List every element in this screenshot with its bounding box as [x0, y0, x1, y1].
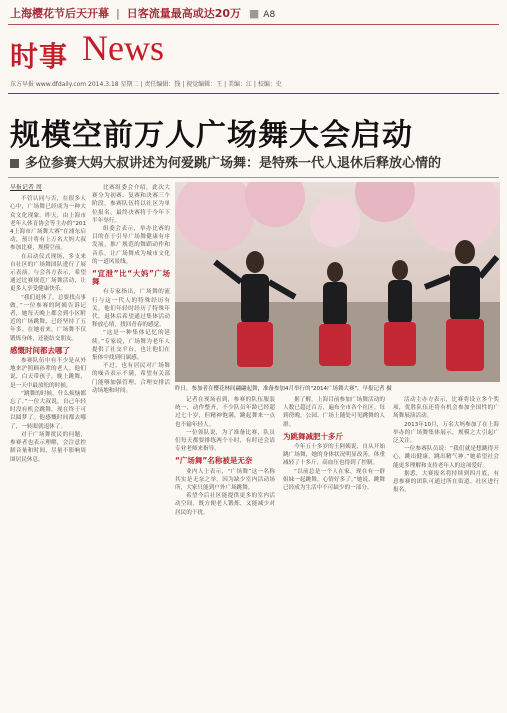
page-code: A8 — [263, 10, 276, 20]
section-subhead: “广场舞”名称被是无奈 — [175, 456, 253, 466]
article-paragraph: 对于广场舞扰民的问题，参赛者也表示理解，会注意控制音量和时间，尽量不影响周围居民休息。 — [10, 431, 86, 463]
top-ribbon — [0, 0, 507, 26]
article-paragraph: 希望今后社区能提供更多的室内活动空间，既方便老人锻炼，又能减少对居民的干扰。 — [175, 493, 275, 516]
top-ribbon-headline: 上海樱花节后天开幕 — [10, 7, 109, 20]
dancers-photo — [175, 182, 500, 382]
article-column-3 — [175, 396, 275, 704]
article-paragraph: 有专家指出，广场舞的流行与这一代人的特殊经历有关。他们年轻时经历了特殊年代，退休后希望通过集体活动释放心情，找回青春的感觉。 — [92, 289, 170, 329]
article-column-4 — [283, 396, 385, 704]
article-paragraph: 比赛组委会介绍，此次大赛分为初赛、复赛和决赛三个阶段，参赛队伍将以社区为单位报名，最终决赛将于今年下半年举行。 — [92, 185, 170, 224]
article-paragraph: “这是一种集体记忆的延续。”专家说，广场舞为老年人提供了社交平台，也让他们在集体中找到归属感。 — [92, 330, 170, 362]
byline: 早报记者 周 — [10, 184, 42, 191]
article-paragraph: 不管认同与否，在很多人心中，广场舞已经成为一种大众文化现象。昨天，由上海市老年人体育协会等主办的“2014上海市广场舞大赛”在浦东启动，预计将有上万名大妈大叔参加比赛，规模空前。 — [10, 196, 86, 252]
masthead-en: News — [82, 28, 164, 68]
subheadline — [10, 152, 505, 171]
article-paragraph: 据了解，上海目前参加广场舞活动的人数已超过百万，遍布全市各个社区。每到傍晚，公园、广场上随处可见跳舞的人群。 — [283, 397, 385, 428]
article-paragraph: 在启动仪式现场，多支来自社区的广场舞团队进行了展示表演。与会各方表示，希望通过比赛规范广场舞活动，让更多人享受健康快乐。 — [10, 253, 86, 293]
article-paragraph: “以前总是一个人在家，现在有一群姐妹一起跳舞，心情好多了。”她说，跳舞已经成为生活中不可缺少的一部分。 — [283, 468, 385, 492]
article-paragraph: 不过，也有居民对广场舞的噪音表示不满，希望有关部门能够加强管理，合理安排活动场地和时间。 — [92, 363, 170, 394]
photo-image — [175, 182, 500, 382]
photo-caption: 昨日，参加者在樱花林间翩翩起舞，准备参加4月举行的"2014广场舞大赛"。早报记者 摄 — [175, 386, 392, 392]
section-subhead: 感慨时间都去哪了 — [10, 345, 70, 355]
article-paragraph: “我们退休了，总要找点事做。”一位参赛的阿姨告诉记者，她每天晚上都会到小区附近的广场跳舞，已经坚持了五年多。在她看来，广场舞不仅锻炼身体，还能结交朋友。 — [10, 294, 86, 342]
article-paragraph: 据悉，大赛报名将持续到四月底，有意参赛的团队可通过所在街道、社区进行报名。 — [393, 470, 499, 494]
article-paragraph: 2013年10月，万名大妈参加了在上海举办的广场舞集体展示，规模之大引起广泛关注。 — [393, 421, 499, 445]
article-paragraph: 业内人士表示，“广场舞”这一名称其实是无奈之举，因为缺少室内活动场所，大家只能到户外广场跳舞。 — [175, 468, 275, 492]
article-paragraph: 活动主办方表示，比赛将设立多个奖项，优胜队伍还将有机会参加全国性的广场舞展演活动。 — [393, 397, 499, 420]
article-paragraph: “跳舞的时候，什么烦恼都忘了。”一位大叔说，自己年轻时没有机会跳舞，现在终于可以圆梦了。他感慨时间都去哪了，一转眼就退休了。 — [10, 390, 86, 430]
subheadline-text: 多位参赛大妈大叔讲述为何爱跳广场舞：是特殊一代人退休后释放心情的 — [25, 156, 442, 171]
headline: 规模空前万人广场舞大会启动 — [10, 118, 413, 153]
article-column-1 — [10, 184, 86, 704]
article-paragraph: 组委会表示，举办比赛的目的在于引导广场舞健康有序发展，推广规范的舞蹈动作和音乐，让广场舞成为城市文化的一道风景线。 — [92, 226, 170, 265]
top-ribbon-text: 上海樱花节后天开幕 | 日客流量最高或达20万 ■ A8 — [10, 7, 276, 20]
article-paragraph: 一位领队说，为了准备比赛，队员们每天都要排练两个小时，有时还会请专业老师来指导。 — [175, 429, 275, 453]
article-column-5 — [393, 396, 499, 704]
masthead-cn: 时事 — [10, 40, 69, 73]
divider — [8, 93, 499, 94]
divider — [8, 177, 499, 178]
bullet-square-icon — [10, 159, 19, 168]
divider — [8, 24, 499, 25]
article-paragraph: 参赛队伍中有不少是从外地来沪照顾孙辈的老人。他们说，白天带孩子，晚上跳舞，是一天中最放松的时候。 — [10, 358, 86, 389]
article-paragraph: 一位参赛队员说：“我们就是想跳得开心，跳出健康，跳出精气神。”她希望社会能更多理解和支持老年人的这项爱好。 — [393, 446, 499, 469]
section-subhead: “宣泄”比“大妈”广场舞 — [92, 269, 170, 287]
top-ribbon-headline2: 日客流量最高或达20万 — [126, 7, 242, 20]
article-paragraph: 今年五十多岁的王阿姨说，自从开始跳广场舞，她的身体状况明显改善，体重减轻了十多斤，高血压也得到了控制。 — [283, 444, 385, 467]
info-line: 东方早报 www.dfdaily.com 2014.3.18 星期二 | 责任编辑：钱 | 视觉编辑：王 | 美编：江 | 校编：史 — [10, 81, 282, 88]
article-paragraph: 记者在现场看到，参赛的队伍服装统一，动作整齐，不少队员年龄已经超过七十岁，但精神饱满，跳起舞来一点也不输年轻人。 — [175, 397, 275, 428]
article-column-2 — [92, 184, 170, 704]
section-subhead: 为跳舞减肥十多斤 — [283, 431, 343, 441]
